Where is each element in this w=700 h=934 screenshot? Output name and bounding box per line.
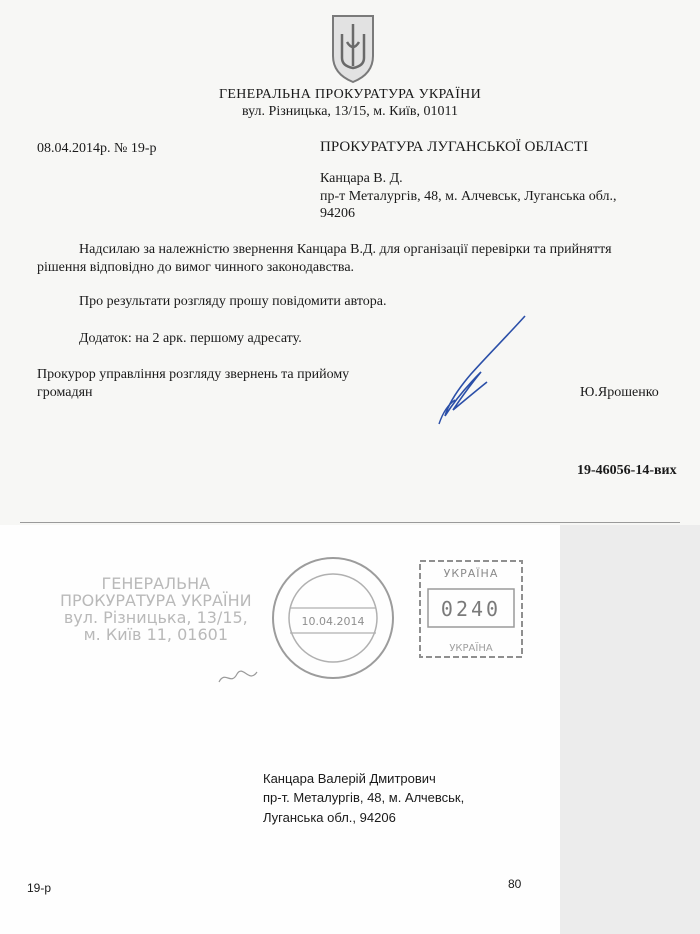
date-and-number: 08.04.2014р. № 19-р — [37, 141, 157, 156]
addressee-line1: Канцара Валерій Дмитрович — [263, 771, 436, 786]
signer-title-line1: Прокурор управління розгляду звернень та прийому — [37, 367, 350, 382]
issuer-org: ГЕНЕРАЛЬНА ПРОКУРАТУРА УКРАЇНИ — [219, 87, 481, 102]
body-paragraph-2: Про результати розгляду прошу повідомити автора. — [79, 294, 387, 309]
handwritten-mark — [215, 660, 275, 690]
body-paragraph-3: Додаток: на 2 арк. першому адресату. — [79, 331, 302, 346]
recipient-org: ПРОКУРАТУРА ЛУГАНСЬКОЇ ОБЛАСТІ — [320, 139, 589, 155]
page-divider — [20, 522, 680, 523]
handwritten-signature — [425, 312, 545, 427]
outgoing-reference: 19-46056-14-вих — [577, 463, 677, 478]
postmark-stamp — [268, 553, 398, 683]
addressee-line2: пр-т. Металургів, 48, м. Алчевськ, — [263, 790, 465, 805]
meter-value: 0240 — [440, 597, 502, 621]
envelope-edge-shadow — [560, 525, 700, 934]
meter-country: УКРАЇНА — [443, 567, 499, 580]
envelope — [0, 525, 700, 934]
sender-stamp-line: м. Київ 11, 01601 — [83, 625, 228, 644]
postage-meter-stamp — [418, 559, 524, 659]
footer-number: 80 — [508, 877, 522, 891]
postmark-date: 10.04.2014 — [301, 615, 365, 628]
recipient-name: Канцара В. Д. — [320, 171, 403, 186]
sender-stamp-line: ГЕНЕРАЛЬНА — [101, 574, 211, 593]
meter-bottom: УКРАЇНА — [449, 643, 493, 654]
body-paragraph-1-line2: рішення відповідно до вимог чинного законодавства. — [37, 260, 355, 275]
recipient-address-line2: 94206 — [320, 206, 355, 221]
body-paragraph-1-line1: Надсилаю за належністю звернення Канцара В.Д. для організації перевірки та прийняття — [79, 242, 612, 257]
issuer-address: вул. Різницька, 13/15, м. Київ, 01011 — [242, 104, 458, 119]
coat-of-arms-icon — [330, 12, 376, 84]
sender-stamp — [60, 575, 252, 643]
addressee-line3: Луганська обл., 94206 — [263, 810, 396, 825]
signer-name: Ю.Ярошенко — [580, 385, 659, 400]
sender-stamp-line: ПРОКУРАТУРА УКРАЇНИ — [60, 591, 252, 610]
recipient-address-line1: пр-т Металургів, 48, м. Алчевськ, Луганська обл., — [320, 189, 617, 204]
sender-stamp-line: вул. Різницька, 13/15, — [63, 608, 248, 627]
footer-code: 19-р — [27, 881, 52, 895]
signer-title-line2: громадян — [37, 385, 93, 400]
